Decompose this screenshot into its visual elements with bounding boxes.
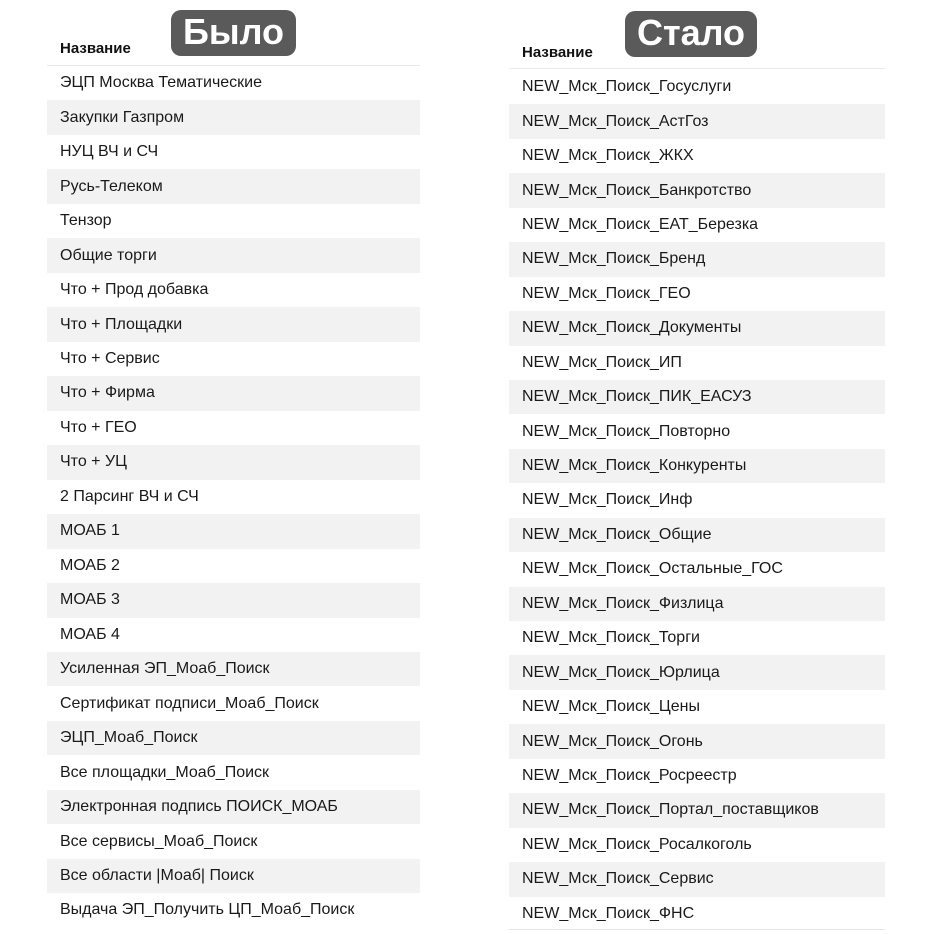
- table-row[interactable]: NEW_Мск_Поиск_Торги: [522, 629, 700, 647]
- table-row[interactable]: NEW_Мск_Поиск_ИП: [522, 353, 682, 371]
- header-divider: [509, 68, 885, 69]
- table-row[interactable]: Сертификат подписи_Моаб_Поиск: [60, 694, 319, 712]
- table-row[interactable]: NEW_Мск_Поиск_Конкуренты: [509, 449, 885, 483]
- table-row[interactable]: Тензор: [60, 212, 112, 230]
- column-header-name[interactable]: Название: [60, 40, 131, 57]
- table-row[interactable]: Что + Площадки: [47, 307, 420, 341]
- table-row[interactable]: NEW_Мск_Поиск_ГЕО: [522, 284, 691, 302]
- table-row[interactable]: NEW_Мск_Поиск_АстГоз: [509, 104, 885, 138]
- table-row[interactable]: NEW_Мск_Поиск_Инф: [522, 491, 693, 509]
- table-row[interactable]: NEW_Мск_Поиск_Физлица: [509, 587, 885, 621]
- table-row[interactable]: МОАБ 1: [47, 514, 420, 548]
- table-row[interactable]: НУЦ ВЧ и СЧ: [60, 143, 159, 161]
- table-row[interactable]: NEW_Мск_Поиск_Росреестр: [522, 766, 737, 784]
- table-bottom-divider: [509, 929, 885, 930]
- table-row[interactable]: Русь-Телеком: [47, 169, 420, 203]
- table-row[interactable]: Что + УЦ: [47, 445, 420, 479]
- table-row[interactable]: Выдача ЭП_Получить ЦП_Моаб_Поиск: [60, 901, 355, 919]
- table-row[interactable]: Что + Прод добавка: [60, 281, 209, 299]
- table-row[interactable]: NEW_Мск_Поиск_Остальные_ГОС: [522, 560, 783, 578]
- table-row[interactable]: МОАБ 4: [60, 625, 120, 643]
- table-row[interactable]: NEW_Мск_Поиск_ЖКХ: [522, 147, 694, 165]
- table-row[interactable]: Усиленная ЭП_Моаб_Поиск: [47, 652, 420, 686]
- table-row[interactable]: NEW_Мск_Поиск_Госуслуги: [522, 78, 732, 96]
- table-row[interactable]: Электронная подпись ПОИСК_МОАБ: [47, 790, 420, 824]
- before-label-badge: Было: [171, 10, 296, 56]
- table-row[interactable]: NEW_Мск_Поиск_Юрлица: [509, 655, 885, 689]
- table-row[interactable]: Все сервисы_Моаб_Поиск: [60, 832, 258, 850]
- table-row[interactable]: NEW_Мск_Поиск_Росалкоголь: [522, 835, 752, 853]
- table-row[interactable]: NEW_Мск_Поиск_Банкротство: [509, 173, 885, 207]
- table-body-before: [47, 66, 420, 928]
- table-row[interactable]: 2 Парсинг ВЧ и СЧ: [60, 487, 199, 505]
- table-row[interactable]: NEW_Мск_Поиск_Сервис: [509, 862, 885, 896]
- table-row[interactable]: Общие торги: [47, 238, 420, 272]
- table-row[interactable]: NEW_Мск_Поиск_Огонь: [509, 724, 885, 758]
- table-row[interactable]: NEW_Мск_Поиск_Бренд: [509, 242, 885, 276]
- table-row[interactable]: NEW_Мск_Поиск_ФНС: [522, 904, 695, 922]
- table-row[interactable]: Закупки Газпром: [47, 100, 420, 134]
- table-row[interactable]: ЭЦП Москва Тематические: [60, 74, 263, 92]
- table-row[interactable]: Все области |Моаб| Поиск: [47, 859, 420, 893]
- table-row[interactable]: Что + ГЕО: [60, 418, 137, 436]
- table-row[interactable]: NEW_Мск_Поиск_ПИК_ЕАСУЗ: [509, 380, 885, 414]
- table-row[interactable]: МОАБ 3: [47, 583, 420, 617]
- table-row[interactable]: NEW_Мск_Поиск_Цены: [522, 698, 700, 716]
- table-row[interactable]: Все площадки_Моаб_Поиск: [60, 763, 270, 781]
- after-label-badge: Стало: [625, 11, 757, 57]
- table-row[interactable]: Что + Сервис: [60, 349, 160, 367]
- table-row[interactable]: ЭЦП_Моаб_Поиск: [47, 721, 420, 755]
- table-body-after: [509, 70, 885, 931]
- table-row[interactable]: Что + Фирма: [47, 376, 420, 410]
- table-row[interactable]: NEW_Мск_Поиск_ЕАТ_Березка: [522, 215, 759, 233]
- column-header-name[interactable]: Название: [522, 44, 593, 61]
- table-row[interactable]: МОАБ 2: [60, 556, 120, 574]
- table-row[interactable]: NEW_Мск_Поиск_Документы: [509, 311, 885, 345]
- table-row[interactable]: NEW_Мск_Поиск_Портал_поставщиков: [509, 793, 885, 827]
- table-row[interactable]: NEW_Мск_Поиск_Повторно: [522, 422, 731, 440]
- table-row[interactable]: NEW_Мск_Поиск_Общие: [509, 518, 885, 552]
